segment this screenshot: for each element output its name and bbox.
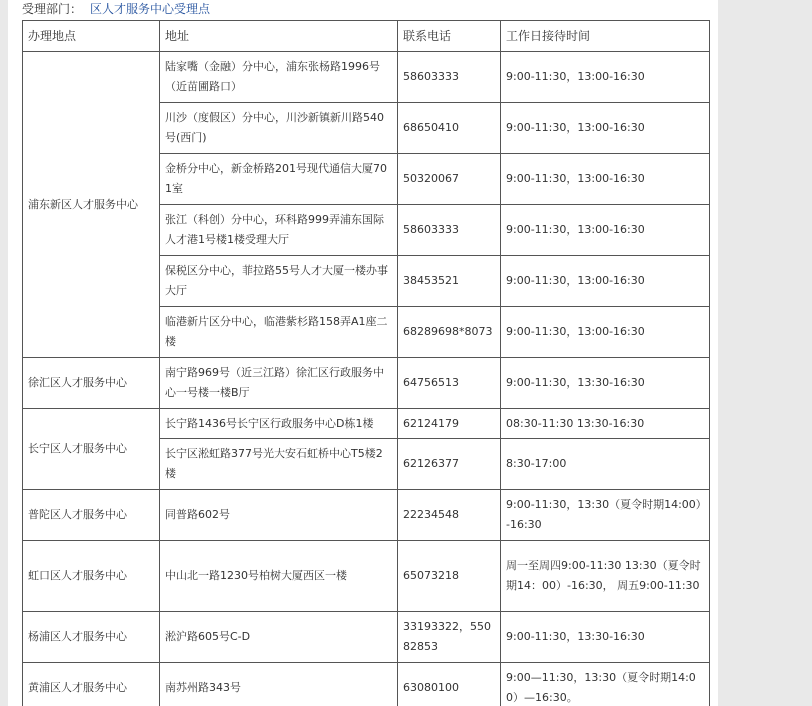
hours-cell: 9:00-11:30，13:00-16:30	[501, 307, 710, 358]
phone-cell: 64756513	[398, 358, 501, 409]
hours-cell: 08:30-11:30 13:30-16:30	[501, 409, 710, 439]
phone-cell: 62124179	[398, 409, 501, 439]
hours-cell: 9:00-11:30，13:00-16:30	[501, 52, 710, 103]
right-page-margin	[718, 0, 812, 706]
hours-cell: 8:30-17:00	[501, 439, 710, 490]
hours-cell: 周一至周四9:00-11:30 13:30（夏令时期14：00）-16:30， 周五9:00-11:30	[501, 541, 710, 612]
location-cell: 长宁区人才服务中心	[23, 409, 160, 490]
table-row	[23, 409, 710, 439]
phone-cell: 50320067	[398, 154, 501, 205]
table-row	[23, 52, 710, 103]
location-cell: 黄浦区人才服务中心	[23, 663, 160, 706]
phone-cell: 62126377	[398, 439, 501, 490]
phone-cell: 22234548	[398, 490, 501, 541]
hours-cell: 9:00-11:30，13:30（夏令时期14:00）-16:30	[501, 490, 710, 541]
hours-cell: 9:00-11:30，13:00-16:30	[501, 154, 710, 205]
department-line	[22, 1, 210, 17]
header-address: 地址	[160, 21, 398, 52]
header-hours: 工作日接待时间	[501, 21, 710, 52]
department-label: 受理部门：	[22, 2, 83, 16]
hours-cell: 9:00-11:30，13:00-16:30	[501, 103, 710, 154]
hours-cell: 9:00-11:30，13:30-16:30	[501, 612, 710, 663]
phone-cell: 58603333	[398, 52, 501, 103]
header-location: 办理地点	[23, 21, 160, 52]
left-page-margin	[0, 0, 8, 706]
address-cell: 长宁区淞虹路377号光大安石虹桥中心T5楼2楼	[160, 439, 398, 490]
address-cell: 中山北一路1230号柏树大厦西区一楼	[160, 541, 398, 612]
table-row	[23, 612, 710, 663]
service-center-table	[22, 20, 710, 706]
hours-cell: 9:00-11:30，13:30-16:30	[501, 358, 710, 409]
address-cell: 保税区分中心，菲拉路55号人才大厦一楼办事大厅	[160, 256, 398, 307]
content-area	[8, 0, 718, 706]
address-cell: 长宁路1436号长宁区行政服务中心D栋1楼	[160, 409, 398, 439]
phone-cell: 68289698*8073	[398, 307, 501, 358]
location-cell: 杨浦区人才服务中心	[23, 612, 160, 663]
phone-cell: 58603333	[398, 205, 501, 256]
address-cell: 淞沪路605号C-D	[160, 612, 398, 663]
location-cell: 徐汇区人才服务中心	[23, 358, 160, 409]
header-phone: 联系电话	[398, 21, 501, 52]
address-cell: 临港新片区分中心，临港紫杉路158弄A1座二楼	[160, 307, 398, 358]
phone-cell: 33193322，55082853	[398, 612, 501, 663]
hours-cell: 9:00—11:30，13:30（夏令时期14:00）—16:30。	[501, 663, 710, 706]
phone-cell: 38453521	[398, 256, 501, 307]
hours-cell: 9:00-11:30，13:00-16:30	[501, 256, 710, 307]
table-header-row	[23, 21, 710, 52]
location-cell: 虹口区人才服务中心	[23, 541, 160, 612]
table-row	[23, 490, 710, 541]
table-row	[23, 541, 710, 612]
phone-cell: 63080100	[398, 663, 501, 706]
phone-cell: 65073218	[398, 541, 501, 612]
table-row	[23, 663, 710, 706]
location-cell: 普陀区人才服务中心	[23, 490, 160, 541]
location-cell: 浦东新区人才服务中心	[23, 52, 160, 358]
address-cell: 川沙（度假区）分中心，川沙新镇新川路540号(西门)	[160, 103, 398, 154]
hours-cell: 9:00-11:30，13:00-16:30	[501, 205, 710, 256]
department-link[interactable]: 区人才服务中心受理点	[90, 2, 211, 16]
address-cell: 南宁路969号（近三江路）徐汇区行政服务中心一号楼一楼B厅	[160, 358, 398, 409]
address-cell: 同普路602号	[160, 490, 398, 541]
phone-cell: 68650410	[398, 103, 501, 154]
address-cell: 张江（科创）分中心，环科路999弄浦东国际人才港1号楼1楼受理大厅	[160, 205, 398, 256]
address-cell: 金桥分中心，新金桥路201号现代通信大厦701室	[160, 154, 398, 205]
table-row	[23, 358, 710, 409]
address-cell: 南苏州路343号	[160, 663, 398, 706]
address-cell: 陆家嘴（金融）分中心，浦东张杨路1996号（近苗圃路口）	[160, 52, 398, 103]
